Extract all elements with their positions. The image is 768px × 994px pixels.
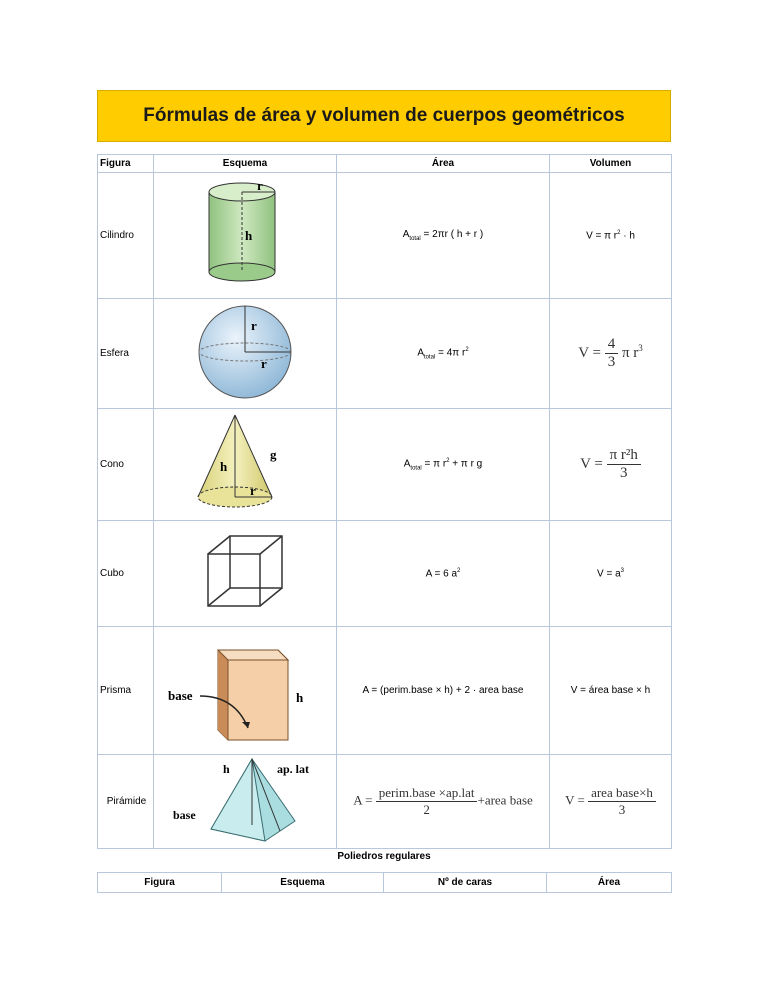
area-cilindro: $A_{total} = 2\pi r$ ( h + r ) xyxy=(337,173,550,299)
figura-cilindro: Cilindro xyxy=(98,173,154,299)
label-base: base xyxy=(173,808,196,822)
area-esfera: $A_{total} = 4\pi$ $r^2$ xyxy=(337,299,550,409)
label-base: base xyxy=(168,688,193,703)
table-row-piramide xyxy=(98,755,672,849)
area-cubo: A = 6 $a^2$ xyxy=(337,521,550,627)
label-r: r xyxy=(261,356,267,371)
volumen-cilindro: V = π $r^2 \cdot h$ xyxy=(550,173,672,299)
header-esquema: Esquema xyxy=(154,155,337,173)
label-h: h xyxy=(296,690,304,705)
poly-header-caras: Nº de caras xyxy=(384,873,547,893)
table-row-esfera xyxy=(98,299,672,409)
title-banner xyxy=(97,90,671,142)
table-header-row xyxy=(98,155,672,173)
poly-header-esquema: Esquema xyxy=(222,873,384,893)
volumen-prisma: V = área base × h xyxy=(550,627,672,755)
prism-diagram xyxy=(160,630,330,748)
poliedros-title: Poliedros regulares xyxy=(337,851,431,862)
poly-header-figura: Figura xyxy=(98,873,222,893)
figura-esfera: Esfera xyxy=(98,299,154,409)
figura-cono: Cono xyxy=(98,409,154,521)
label-r: r xyxy=(250,483,256,498)
area-cono: $A_{total} = \pi$ $r^2 + \pi$ r g xyxy=(337,409,550,521)
table-row-cono xyxy=(98,409,672,521)
table-row-prisma xyxy=(98,627,672,755)
poly-header-row xyxy=(98,873,672,893)
page-title: Fórmulas de área y volumen de cuerpos geométricos xyxy=(143,105,625,126)
label-ap-lat: ap. lat xyxy=(277,762,310,776)
volumen-cono: V = $\frac{\text{π r²h}}{3}$ xyxy=(550,409,672,521)
label-r: r xyxy=(257,178,263,193)
volumen-cubo: $V = a^3$ xyxy=(550,521,672,627)
label-h: h xyxy=(223,762,230,776)
sphere-diagram xyxy=(195,300,295,404)
poliedros-table xyxy=(97,872,672,893)
pyramid-diagram xyxy=(155,755,335,845)
label-r: r xyxy=(251,318,257,333)
figura-cubo: Cubo xyxy=(98,521,154,627)
header-volumen: Volumen xyxy=(550,155,672,173)
area-piramide: A = $\frac{\text{perim.base ×ap.lat}}{2}$ +area base xyxy=(337,755,550,849)
formulas-table xyxy=(97,154,672,849)
figura-prisma: Prisma xyxy=(98,627,154,755)
table-row-cilindro xyxy=(98,173,672,299)
poly-header-area: Área xyxy=(547,873,672,893)
figura-piramide: Pirámide xyxy=(98,755,154,849)
header-figura: Figura xyxy=(98,155,154,173)
cube-diagram xyxy=(200,532,290,612)
volumen-esfera: V = $\frac{4}{3}$ π $r^3$ xyxy=(550,299,672,409)
label-h: h xyxy=(245,228,253,243)
label-g: g xyxy=(270,447,277,462)
cylinder-diagram xyxy=(195,178,295,290)
header-area: Área xyxy=(337,155,550,173)
area-prisma: A = (perim.base × h) + 2 · area base xyxy=(337,627,550,755)
label-h: h xyxy=(220,459,228,474)
table-row-cubo xyxy=(98,521,672,627)
cone-diagram xyxy=(190,411,300,515)
volumen-piramide: V = $\frac{\text{area base×h}}{3}$ xyxy=(550,755,672,849)
